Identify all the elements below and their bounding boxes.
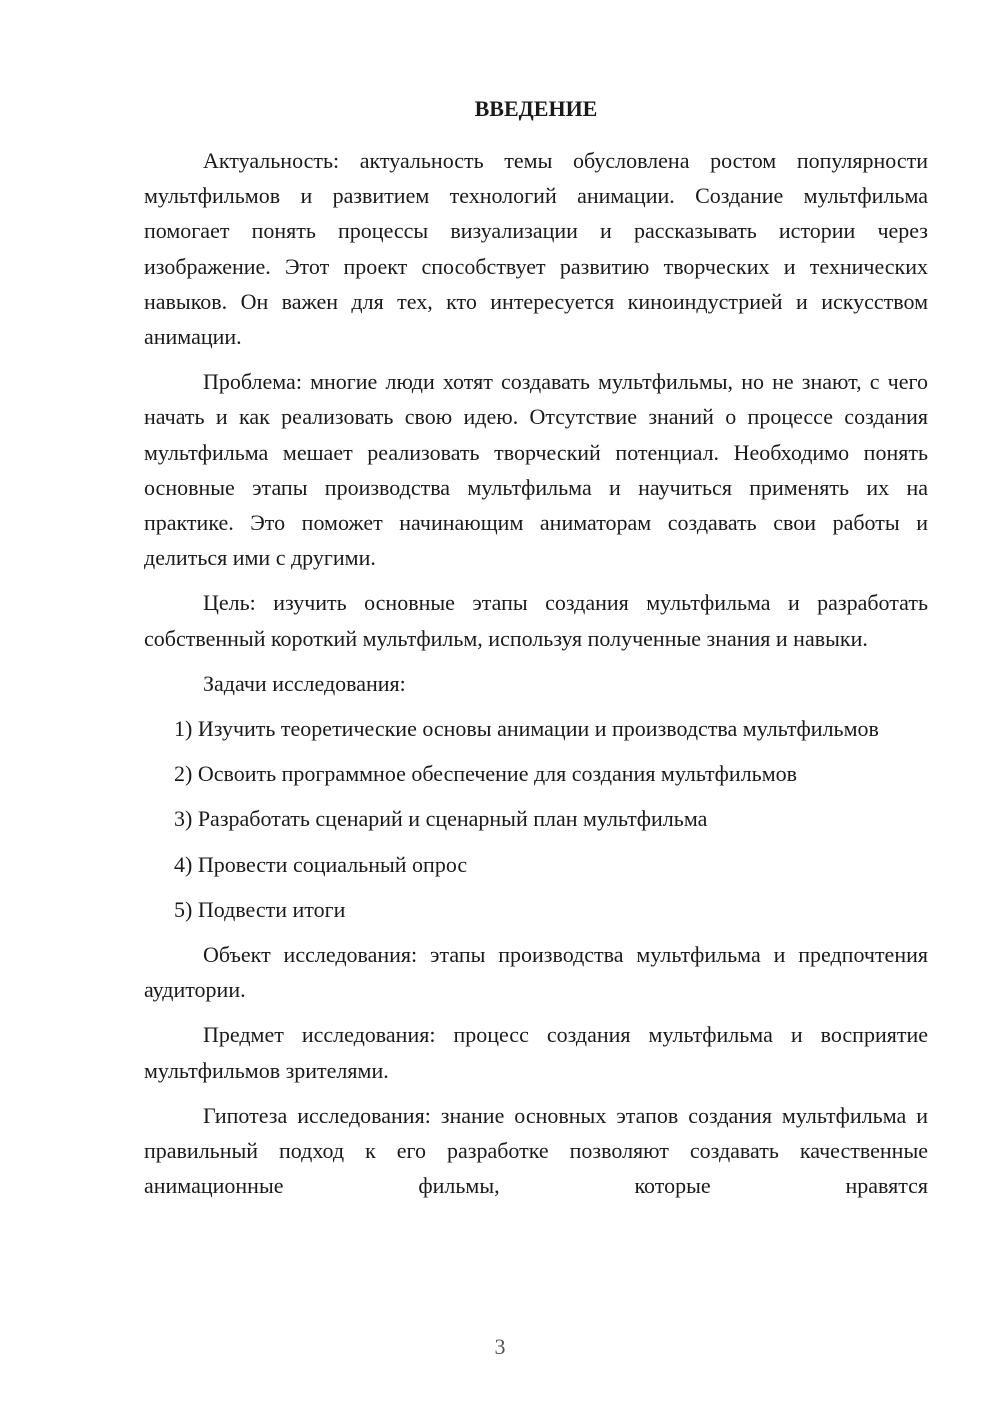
page-content <box>144 91 928 1203</box>
tasks-heading: Задачи исследования: <box>203 670 406 696</box>
paragraph-object: Объект исследования: этапы производства мультфильма и предпочтения аудитории. <box>144 942 928 1003</box>
list-item: 1) Изучить теоретические основы анимации и производства мультфильмов <box>174 716 879 742</box>
tasks-list <box>144 711 928 927</box>
paragraph-goal: Цель: изучить основные этапы создания мультфильма и разработать собственный короткий мультфильм, используя полученные знания и навыки. <box>144 590 928 651</box>
list-item: 4) Провести социальный опрос <box>174 851 468 877</box>
page-number: 3 <box>494 1334 506 1359</box>
paragraph-hypothesis: Гипотеза исследования: знание основных этапов создания мультфильма и правильный подход к его разработке позволяют создавать качественные анимационные фильмы, которые нравятся <box>144 1102 928 1199</box>
paragraph-relevance: Актуальность: актуальность темы обусловлена ростом популярности мультфильмов и развитием технологий анимации. Создание мультфильма помогает понять процессы визуализации и рассказывать истории через изображение. Этот проект способствует развитию творческих и технических навыков. Он важен для тех, кто интересуется киноиндустрией и искусством анимации. <box>144 148 928 350</box>
list-item: 3) Разработать сценарий и сценарный план мультфильма <box>174 806 708 832</box>
paragraph-problem: Проблема: многие люди хотят создавать мультфильмы, но не знают, с чего начать и как реализовать свою идею. Отсутствие знаний о процессе создания мультфильма мешает реализовать творческий потенциал. Необходимо понять основные этапы производства мультфильма и научиться применять их на практике. Это поможет начинающим аниматорам создавать свои работы и делиться ими с другими. <box>144 369 928 571</box>
list-item: 2) Освоить программное обеспечение для создания мультфильмов <box>174 761 798 787</box>
paragraph-subject: Предмет исследования: процесс создания мультфильма и восприятие мультфильмов зрителями. <box>144 1022 928 1083</box>
page-title: ВВЕДЕНИЕ <box>474 96 598 121</box>
list-item: 5) Подвести итоги <box>174 896 346 922</box>
